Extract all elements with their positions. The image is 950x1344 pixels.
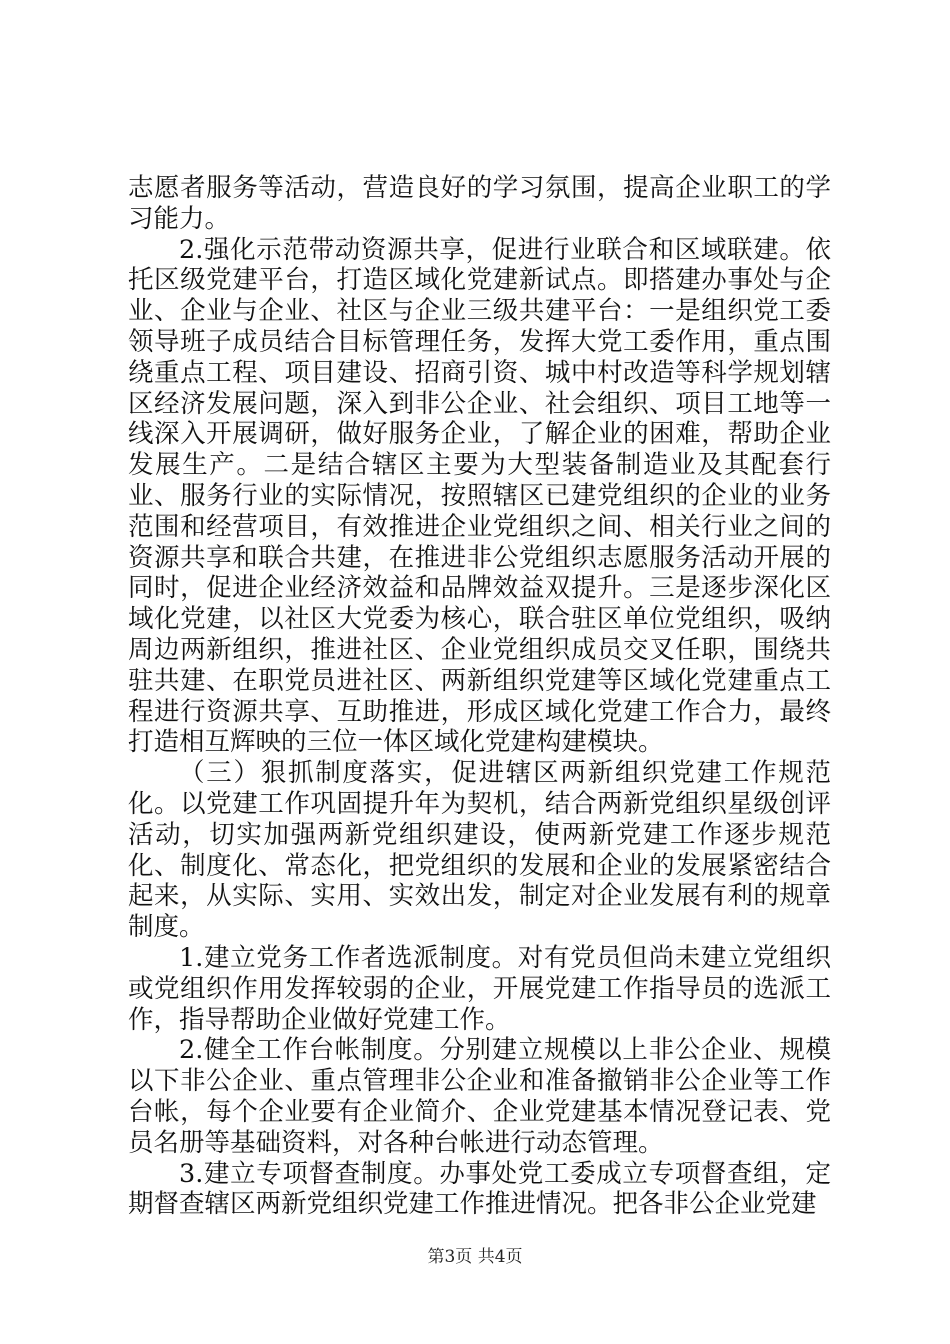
paragraph-4: 1.建立党务工作者选派制度。对有党员但尚未建立党组织或党组织作用发挥较弱的企业，开展党建工作指导员的选派工作，指导帮助企业做好党建工作。	[128, 942, 831, 1035]
paragraph-6: 3.建立专项督查制度。办事处党工委成立专项督查组，定期督查辖区两新党组织党建工作推进情况。把各非公企业党建	[128, 1158, 831, 1220]
paragraph-5: 2.健全工作台帐制度。分别建立规模以上非公企业、规模以下非公企业、重点管理非公企业和准备撤销非公企业等工作台帐，每个企业要有企业简介、企业党建基本情况登记表、党员名册等基础资料，对各种台帐进行动态管理。	[128, 1035, 831, 1158]
page-footer	[0, 1247, 950, 1267]
paragraph-3: （三）狠抓制度落实，促进辖区两新组织党建工作规范化。以党建工作巩固提升年为契机，结合两新党组织星级创评活动，切实加强两新党组织建设，使两新党建工作逐步规范化、制度化、常态化，把党组织的发展和企业的发展紧密结合起来，从实际、实用、实效出发，制定对企业发展有利的规章制度。	[128, 758, 831, 943]
paragraph-1: 志愿者服务等活动，营造良好的学习氛围，提高企业职工的学习能力。	[128, 173, 831, 234]
page-number-label: 第3页 共4页	[427, 1247, 523, 1267]
document-body	[128, 173, 831, 1220]
paragraph-2: 2.强化示范带动资源共享，促进行业联合和区域联建。依托区级党建平台，打造区域化党建新试点。即搭建办事处与企业、企业与企业、社区与企业三级共建平台：一是组织党工委领导班子成员结合目标管理任务，发挥大党工委作用，重点围绕重点工程、项目建设、招商引资、城中村改造等科学规划辖区经济发展问题，深入到非公企业、社会组织、项目工地等一线深入开展调研，做好服务企业，了解企业的困难，帮助企业发展生产。二是结合辖区主要为大型装备制造业及其配套行业、服务行业的实际情况，按照辖区已建党组织的企业的业务范围和经营项目，有效推进企业党组织之间、相关行业之间的资源共享和联合共建，在推进非公党组织志愿服务活动开展的同时，促进企业经济效益和品牌效益双提升。三是逐步深化区域化党建，以社区大党委为核心，联合驻区单位党组织，吸纳周边两新组织，推进社区、企业党组织成员交叉任职，围绕共驻共建、在职党员进社区、两新组织党建等区域化党建重点工程进行资源共享、互助推进，形成区域化党建工作合力，最终打造相互辉映的三位一体区域化党建构建模块。	[128, 234, 831, 758]
